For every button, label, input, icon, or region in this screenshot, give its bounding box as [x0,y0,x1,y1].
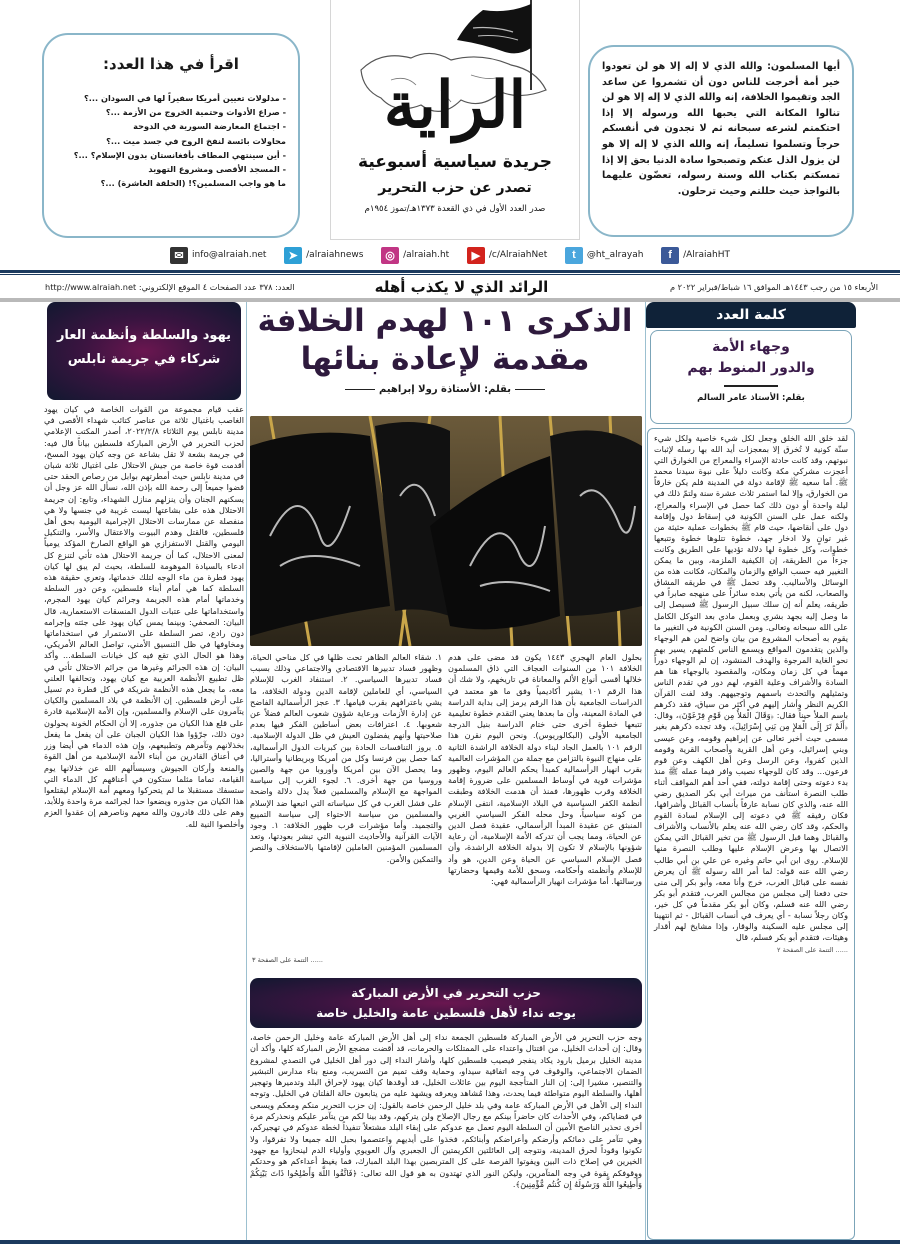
social-youtube[interactable] [467,247,547,264]
left-article-body: عقب قيام مجموعة من القوات الخاصة في كيان يهود الغاصب باغتيال ثلاثة من عناصر كتائب شهداء الأقصى في مدينة نابلس يوم الثلاثاء ٢٠٢٢/٢/٨، أصدر المكتب الإعلامي لحزب التحرير في الأرض المباركة فلسطين بياناً قال فيه: في جريمة بشعة لا تقل بشاعة عن وجه كيان يهود المسخ، أقدمت قوة خاصة من جيش الاحتلال على اغتيال ثلاثة شبان في مدينة نابلس حيث أمطرتهم بوابل من رصاص الحقد حتى قضوا جميعاً إلى رحمة الله بإذن الله، نسأل الله عز وجل أن يسكنهم الجنان وأن ينزلهم منازل الشهداء، وتابع: إن جريمة الاحتلال هذه على بشاعتها ليست غريبة في جنسها ولا هي منفصلة عن ممارسات الاحتلال الإجرامية اليومية بحق أهل فلسطين، فالقتل وهدم البيوت والاعتقال والأسر، والتنكيل اليومي والقتل الاستفزازي هو الواقع الصارخ المؤكد يومياً لمعنى الاحتلال، كما أن جريمة الاحتلال هذه تأتي لتنزع كل ادعاء بالسيادة الموهومة للسلطة، بحيث لم يبق لها كيان يهود قطرة من ماء الوجه لتلك خدماتها، وتعري حقيقة هذه السلطة كما هي أمام أبناء فلسطين، وعن دور السلطة وخدماتها أمام هذه الجريمة وجرائم كيان يهود المجرم، واستخداماتها على عتبات الدول المنسقات الاستعمارية، قال البيان: الصحفي: وبينما يمس كيان يهود على جثته وإجرامه دون رادع، تصر السلطة على الاستمرار في استخداماتها ومخاوفها في ظل التنسيق الأمني، تواصل العالم الأمريكي، وهذا هو الحال الذي تقع فيه كل خيانات السلطة... وأكد البيان: إن هذه الجرائم وغيرها من جرائم الاحتلال تأتي في ظل تطبيع الأنظمة العربية مع كيان يهود، وتحالفها العلني معه، ما يجعل هذه الأنظمة شريكة في كل قطرة دم تسيل على أرض فلسطين. إن الأنظمة في بلاد المسلمين والكيان يتآمرون على الإسلام والمسلمين، وإن الأمة الإسلامية قادرة على قلع هذا الكيان من جذوره، إلا أن الحكام الخونة يحولون دون ذلك، جرّؤوا هذا الكيان الجبان على أن يفعل ما يفعل بخذلانهم وتآمرهم وتطبيعهم، وإن هذه الدماء هي أيضا وزر في أعناق القادرين من أبناء الأمة الإسلامية من أهل القوة والمنعة وأركان الجيوش وسيسألهم الله عن خذلانها يوم القيامة، تماما مثلما ستكون في أعناقهم كل الدماء التي ستسفك مستقبلا ما لم يتحركوا ومعهم أمة الإسلام ليقتلعوا هذا الكيان من جذوره ويضعوا حدا لجرائمه مرة واحدة وللأبد، وهم على ذلك قادرون والله معهم وناصرهم إن عقدوا العزم وأخلصوا النية لله. [44,404,244,829]
left-headline-line1: يهود والسلطة وأنظمة العار [56,328,232,343]
motto: الرائد الذي لا يكذب أهله [374,278,549,296]
divider [724,385,778,387]
quote-box: أيها المسلمون: والله الذي لا إله إلا هو لن تعودوا خير أمة أخرجت للناس دون أن تشمروا عن ساعد الجد وتقيموا الخلافة، إنه والله الذي لا إله إلا هو لن تنالوا المكانة التي يحبها الله ورسوله إلا إذا احتكمتم لشرعه سبحانه ثم لا تجدون في أنفسكم حرجاً وتسلموا تسليماً، إنه والله الذي لا إله إلا هو لن يزول الذل عنكم وتصبحوا سادة الدنيا بحق إلا إذا تمسكتم بكتاب الله وسنة رسوله، تعضّون عليهما بالنواجذ حيث حللتم وحيث ترحلون. [588,45,854,237]
editorial-title-line1: وجهاء الأمة [712,339,790,355]
toc-title: اقرأ في هذا العدد: [103,55,239,73]
main-article-col-left: ١. شقاء العالم الظاهر تحت ظلها في كل مناحي الحياة، وظهور فساد تدبيرها الاقتصادي والاجتماعي وذلك بسبب فساد تدبيرها السياسي. ٢. استنفاد الغرب للإسلام السياسي، أي للعاملين لإقامة الدين ودولة الخلافة، ما يشي باعترافهم بقرب قيامها. ٣. عجز الرأسمالية الفاضح عن إدارة الأزمات ورعاية شؤون شعوب العالم فضلاً عن شعوبها. ٤. اعترافات بعض أساطين الفكر فيها بعدم صلاحيتها وأنهم يفضلون العيش في ظل الدولة الإسلامية. ٥. بروز التنافسات الحادة بين كبريات الدول الرأسمالية، كما حصل بين فرنسا وكل من أمريكا وبريطانيا وأستراليا، وما يحصل الآن بين أمريكا وأوروبا من جهة والصين وروسيا من جهة أخرى. ٦. لجوء الغرب إلى سياسة المواجهة مع الإسلام والمسلمين فعلاً يدل دلالة واضحة على فشل الغرب في كل سياساته التي اتبعها ضد الإسلام والمسلمين من سياسة الاحتواء إلى سياسة التمييع والتجميد. وأما مؤشرات قرب ظهور الخلافة: ١. وجود الآيات القرآنية والأحاديث النبوية التي تبشر بعودتها، وتعد المسلمين المؤمنين العاملين لإقامتها بالاستخلاف والنصر والتمكين والأمن. [250,652,442,864]
callout-line2: يوجه نداء لأهل فلسطين عامة والخليل خاصة [316,1006,576,1020]
callout-body: وجه حزب التحرير في الأرض المباركة فلسطين الجمعة نداء إلى أهل الأرض المباركة عامة وخليل الرحمن خاصة، وقال: إن أحداث الخليل، من اقتتال واعتداء على الممتلكات والحرمات، قد أقضت مضجع الأرض المباركة كلها، وأكد أن مدينة الخليل برميل بارود يكاد ينفجر فيصيب فلسطين كلها، وأشار النداء إلى دور أهل الخليل في التصدي لمشروع الضمان الاجتماعي، والوقوف في وجه اتفاقية سيداو، وحماية وقف تميم من التسريب، ومنع بناء مدارس التبشير والتنصير، مشيرا إلى: إن النار المتأججة اليوم بين عائلات الخليل، قد أوقدها كيان يهود لإحراق البلد وتدميرها وتهجير أهلها، والسلطة اليوم متواطئة فيما يحدث، وهذا مُشاهد ويعرفه ويشهد عليه من يتابعون حالة الفلتان في الخليل. وتوجه النداء إلى الأهل في الأرض المباركة عامة وفي بلد خليل الرحمن خاصة بالقول: إن حزب التحرير منكم ومعكم ويسعى في قضاياكم، وفي الأحداث كان حاضراً بينكم مع رجال الإصلاح ولن يتركهم، وقد بينا لكم من يتآمر عليكم ونحذركم مرة أخرى تحذير الناصح الأمين أن السلطة اليوم تعمل مع عدوكم على إبقاء البلد مشتعلاً تنفيذاً لخطة عدوكم في تهجيركم، وهي تتآمر على دمائكم وأرضكم وأعراضكم وأبنائكم، فخذوا على أيديهم واعتصموا بحبل الله جميعا ولا تفرقوا، ولا تكونوا وقوداً لحرق المدينة، ونتوجه إلى العائلتين الكريمتين آل الجعبري وآل العويوي وأولياء الدم لينحازوا مع جهود الخيرين في إصلاح ذات البين ويفوتوا الفرصة على كل المتربصين بهذا البلد المبارك، فما يغيظ أعداءكم هو وحدتكم ووقوفكم بقوة في وجه المتآمرين، وليكن النور الذي تهتدون به هو قول الله تعالى: ﴿فَاتَّقُوا اللَّهَ وَأَصْلِحُوا ذَاتَ بَيْنِكُمْ وَأَطِيعُوا اللَّهَ وَرَسُولَهُ إِن كُنتُم مُّؤْمِنِينَ﴾. [250,1032,642,1189]
callout-banner[interactable] [250,978,642,1028]
social-links [170,244,730,266]
divider [0,274,900,275]
toc-item[interactable]: ما هو واجب المسلمين؟! (الحلقة العاشرة) ...؟ [100,178,286,189]
divider [345,389,375,390]
issue-date: الأربعاء ١٥ من رجب ١٤٤٣هـ الموافق ١٦ شباط/فبراير ٢٠٢٢ م [669,282,878,292]
toc-item[interactable]: - صراع الأدوات وحتمية الخروج من الأزمة ...؟ [105,107,286,118]
social-instagram[interactable] [381,247,449,264]
instagram-icon: ◎ [381,247,399,264]
logo-title: الراية [383,68,527,143]
toc-item[interactable]: - اجتماع المعارضة السورية في الدوحة [133,121,286,132]
social-label: @ht_alrayah [586,250,644,260]
editorial-title-line2: والدور المنوط بهم [687,360,815,376]
main-byline [250,384,640,395]
left-headline-line2: شركاء في جريمة نابلس [67,352,221,367]
social-label: info@alraiah.net [192,250,267,260]
telegram-icon: ➤ [284,247,302,264]
toc-item[interactable]: - المسجد الأقصى ومشروع التهويد [148,164,286,175]
social-label: /alraiah.ht [403,250,450,260]
logo-founded: صدر العدد الأول في ذي القعدة ١٣٧٣هـ/تموز ١٩٥٤م [364,204,546,214]
social-email[interactable] [170,247,266,264]
issue-info[interactable]: العدد: ٣٧٨ عدد الصفحات ٤ الموقع الإلكتروني: http://www.alraiah.net [45,282,295,292]
column-divider [645,302,646,1240]
logo-publisher: تصدر عن حزب التحرير [378,180,532,196]
continued-note[interactable]: ...... التتمة على الصفحة ٢ [777,946,848,955]
social-label: /AlraiahHT [683,250,730,260]
masthead-logo [330,0,580,240]
editorial-body [647,428,855,1240]
main-headline[interactable] [250,302,640,378]
editorial-title[interactable] [651,337,851,379]
editorial-byline: بقلم: الأستاذ عامر السالم [697,393,805,403]
social-facebook[interactable] [661,247,730,264]
continued-note[interactable]: ...... التتمة على الصفحة ٣ [252,956,323,964]
callout-line1: حزب التحرير في الأرض المباركة [351,986,541,1000]
main-byline-text: بقلم: الأستاذة رولا إبراهيم [378,384,511,395]
editorial-text: لقد خلق الله الخلق وجعل لكل شيء خاصية ولكل شيء سنّة كونية لا تُخرق إلا بمعجزات أيد الله بها رسله لإثبات نبوتهم، وقد كانت حادثة الإسراء والمعراج من الخوارق التي أعجزت مشركي مكة وكانت دليلاً على نبوة سيدنا محمد ﷺ. أما سعيه ﷺ لإقامة دولة في المدينة فلم يكن خارقاً من الخوارق، وإلا لما استمر ثلاث عشرة سنة ولتمّ ذلك في ليلة واحدة أو دون ذلك كما حصل في الإسراء والمعراج، ولكنه عمل على السنن الكونية في إسقاط دول وإقامة دول على أنقاضها، حيث قام ﷺ بخطوات عملية حثيثة من غير توانٍ ولا ادخار جهد، خطوة تتلوها خطوة وتتبعها خطوات، وكل خطوة لها دلالة تؤديها على الطريق وكانت جزءاً من الطريقة، إن الكيفية الملزمة، وبين ما يمكن التغيير فيه حسب الواقع والزمان والمكان، فكانت هذه من الوسائل والأساليب. وقد تحمل ﷺ في طريقه المشاق والصعاب، لكنه من يأتي بعده سائراً على منهجه صابراً في طريقه، يعلم أنه إن سلك سبيل الرسول ﷺ فسيصل إلى ما وصل إليه بجهد بشري وبعمل مادي بعد التوكل الكامل على الله سبحانه وتعالى. ومن السنن الكونية في التغيير ما يقوم به أصحاب المشروع من بيان واضح لمن هم الوجهاء والذين يتقدمون المواقع ويسمع الناس كلمتهم، يسير بهم نحو الغاية المرجوة والهدف المنشود، إن لم الوجهاء دوراً مهماً في كل زمان ومكان، والمقصود بالوجهاء هنا هم السادة والأشراف وعلية القوم، لهم دور في تقدم الناس وتمثيلهم والتحدث باسمهم وتوجيههم. وقد لفت القرآن الكريم النظر وأشار إليهم في أكثر من سياق، فقد ذكرهم باسم الملأ حيناً فقال: ﴿وَقَالَ الْمَلأُ مِن قَوْمِ فِرْعَوْنَ﴾، وقال: ﴿أَلَمْ تَرَ إِلَى الْمَلإِ مِن بَنِي إِسْرَائِيلَ﴾. وقد تجده ذكرهم بغير مسمى حيث أخبر تعالى عن إبراهيم وقومه، وعن عيسى وبني إسرائيل، وعن أهل القرية وأصحاب القرية وقومه الذين كفروا، وعن الرسل وعن أهل الكهف وعن قوم فرعون... وقد كان للوجهاء نصيب وافر فيما عمله ﷺ منذ بدء دعوته وحتى إقامة دولته، ففي أحد أهم المواقف أثناء طلب النصرة استأنف من ميراث أبي بكر الصديق رضي الله عنه، والذي كان نسابة عارفاً بأنساب القبائل وأشرافها، فكان رفيقه ﷺ في دعوته إلى الإسلام لسادة القوم والحكم، وقد كان رضي الله عنه يعلم بالأنساب والأشراف والقبائل وهما قبل الرسول ﷺ من تخير القبائل التي يمكن الاتصال بها وعرض الإسلام عليها وطلب النصرة منها للإسلام. روى ابن أبي حاتم وغيره عن علي بن أبي طالب رضي الله عنه قوله: لما أمر الله رسوله ﷺ أن يعرض نفسه على قبائل العرب، خرج وأنا معه، وأبو بكر إلى منى حتى دفعنا إلى مجلس من مجالس العرب، فتقدم أبو بكر رضي الله عنه فسلم، وكان أبو بكر مقدماً في كل خير، وكان رجلاً نسابة - أي يعرف في أنساب القبائل - ثم انتهينا إلى مجلس عليه السكينة والوقار، وإذا مشايخ لهم أقدار وهيئات، فتقدم أبو بكر فسلم، قال [654,433,848,943]
column-divider [246,302,247,1240]
toc-list [56,91,286,190]
divider [0,1240,900,1244]
main-article-col-right: بحلول العام الهجري ١٤٤٣ يكون قد مضى على هدم الخلافة ١٠١ من السنوات العجاف التي ذاق المسلمون خلالها أقسى أنواع الألم والمعاناة في تاريخهم، ولا شك أن هذا الرقم ١٠١ يشير أكاديمياً وفق ما هو معتمد في الدراسات الجامعية بأن هذا الرقم يرمز إلى بداية الدراسة في المادة المعينة، وأن ما بعدها يعني التقدم خطوة تعليمية تتبعها خطوة أخرى حتى ختام الدراسة بنيل الدرجة الجامعية الأولى (البكالوريوس). ونحن اليوم نقرن هذا الرقم ١٠١ بالعمل الجاد لبناء دولة الخلافة الراشدة الثانية على منهاج النبوة بالتزامن مع جملة من المؤشرات العالمية بقرب انهيار الرأسمالية كمبدأ يحكم العالم اليوم، وظهور مؤشرات قوية في أوساط المسلمين على ضرورة إقامة الخلافة وقرب ظهورها، فمنذ أن هدمت الخلافة وطبقت أنظمة الكفر السياسية في البلاد الإسلامية، انتفى الإسلام من كونه سياسياً، وحل محله الفكر السياسي الغربي المنبثق عن عقيدة المبدأ الرأسمالي، عقيدة فصل الدين عن الحياة، ومما يجب أن تدركه الأمة الإسلامية، أن رعاية شؤونها بالإسلام لا تكون إلا بدولة الخلافة الراشدة، وأن فصل الإسلام السياسي عن الحياة وعن الدين، هو وأد للإسلام وأنظمته وأحكامه، وسحق للأمة وقيمها وحضارتها ورسالتها. أما مؤشرات انهيار الرأسمالية فهي: [448,652,642,887]
social-label: /alraiahnews [306,250,364,260]
toc-item[interactable]: - مدلولات تعيين أمريكا سفيراً لها في السودان ...؟ [84,93,286,103]
editorial-header: كلمة العدد [646,302,856,328]
email-icon: ✉ [170,247,188,264]
social-telegram[interactable] [284,247,363,264]
editorial-title-box [650,330,852,424]
youtube-icon: ▶ [467,247,485,264]
toc-item[interactable]: - أين سينتهي المطاف بأفغانستان بدون الإسلام؟ ...؟ [73,149,286,160]
info-bar [0,276,900,298]
flags-photo [250,416,642,646]
logo-subtitle: جريدة سياسية أسبوعية [358,152,552,172]
main-headline-line1: الذكرى ١٠١ لهدم الخلافة [257,303,633,339]
toc-box [42,33,300,238]
flags-image-icon [250,416,642,646]
left-article-headline[interactable] [47,302,241,400]
divider [515,389,545,390]
facebook-icon: f [661,247,679,264]
main-headline-line2: مقدمة لإعادة بنائها [300,341,590,377]
toc-item[interactable]: محاولات بائسة لنفخ الروح في جسد ميت ...؟ [106,135,286,146]
social-label: /c/AlraiahNet [488,250,548,260]
divider [0,270,900,273]
social-twitter[interactable] [565,247,644,264]
twitter-icon: t [565,247,583,264]
